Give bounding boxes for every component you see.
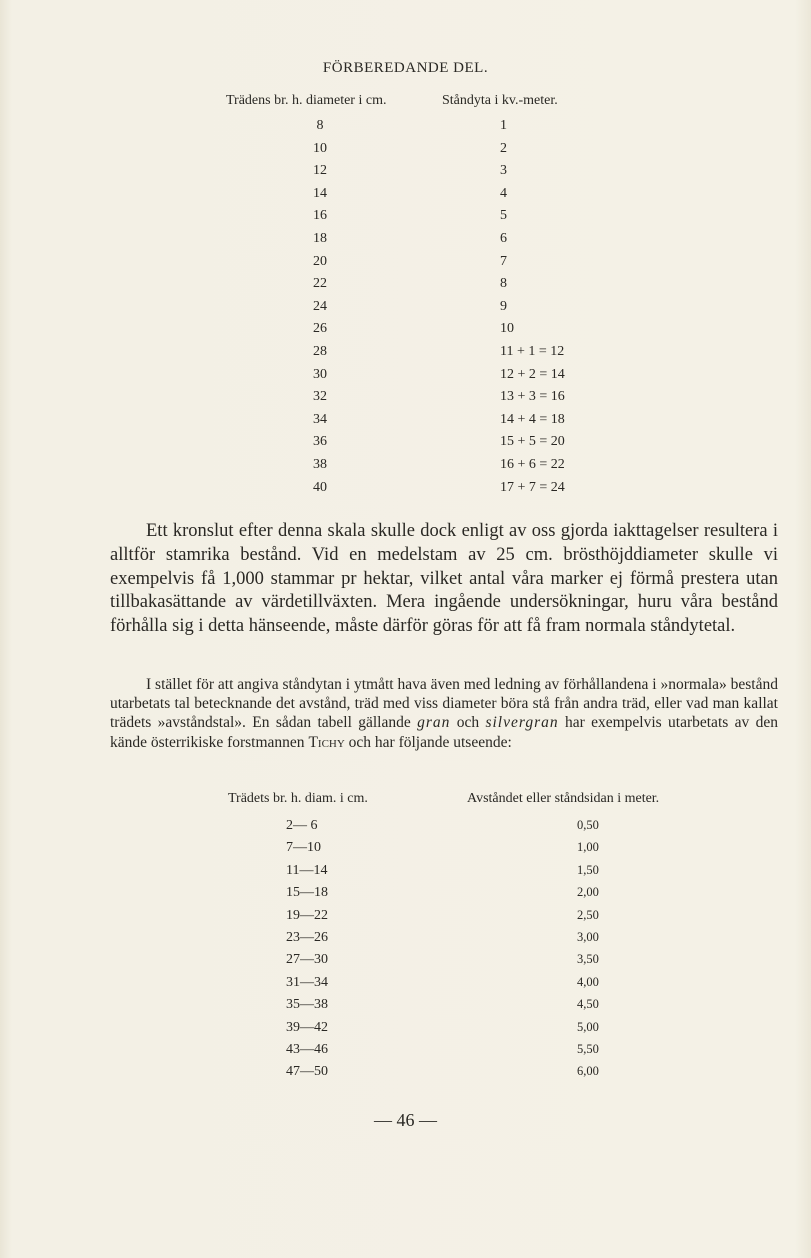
table2-cell-diameter: 35—38 [286,997,328,1013]
table2-row [0,952,811,974]
table2-row [0,863,811,885]
table2-row [0,930,811,952]
table2-col2-header: Avståndet eller ståndsidan i meter. [467,791,660,806]
paragraph-2 [110,675,778,752]
table1-cell-value: 7 [500,253,507,269]
table2-cell-value: 5,50 [577,1042,599,1056]
table1-cell-diameter: 28 [313,344,327,359]
paragraph-2-italic-gran: gran [417,714,451,732]
paragraph-2-text-a: I stället för att angiva ståndytan i ytmått hava även med ledning av förhållandena i »normala» bestånd utarbetats tal betecknande det avstånd, träd med viss diameter böra stå från andra träd, eller vad man kallat trädets »avståndstal». En sådan tabell gällande [110,676,778,732]
table2-cell-value: 3,00 [577,930,599,944]
table2-cell-diameter: 39—42 [286,1019,328,1035]
paragraph-2-italic-silvergran: silvergran [485,714,559,732]
table1-row [0,367,811,389]
table2-cell-value: 3,50 [577,952,599,967]
table1-row [0,412,811,434]
table1-cell-value: 10 [500,321,514,337]
table2-row [0,840,811,862]
table1-cell-diameter: 30 [313,366,327,382]
table1-cell-value: 3 [500,163,507,179]
table1-cell-value: 1 [500,118,507,133]
table1-cell-diameter: 12 [313,163,327,179]
page-number: — 46 — [374,1110,437,1130]
table2-row [0,1020,811,1042]
table2-cell-diameter: 27—30 [286,952,328,968]
table1-col2-header: Ståndyta i kv.-meter. [442,93,558,108]
paragraph-1: Ett kronslut efter denna skala skulle dock enligt av oss gjorda iakttagelser resultera i alltför stamrika bestånd. Vid en medelstam av 25 cm. brösthöjddiameter skulle vi exempelvis få 1,000 stammar pr hektar, vilket antal våra marker ej förmå prestera utan tillbakasättande av värdetillväxten. Mera ingående undersökningar, huru våra bestånd förhålla sig i detta hänseende, måste därför göras för att få fram normala ståndytetal. [110,521,778,637]
table1-cell-diameter: 8 [316,118,324,133]
table1-cell-value: 4 [500,185,507,201]
table1-cell-value: 15 + 5 = 20 [500,434,565,450]
table1-row [0,389,811,411]
paragraph-2-text-d: och har följande utseende: [344,733,512,751]
table2-cell-value: 1,50 [577,862,599,877]
table1-row [0,208,811,230]
table2-cell-diameter: 23—26 [286,930,328,945]
table1-cell-diameter: 18 [313,231,327,246]
table1-cell-value: 8 [500,276,507,292]
table1-cell-diameter: 32 [313,389,327,405]
table1-cell-value: 12 + 2 = 14 [500,366,565,382]
table2-row [0,1064,811,1086]
table1-row [0,141,811,163]
table1-row [0,186,811,208]
table2-row [0,885,811,907]
table2-col1-header: Trädets br. h. diam. i cm. [228,791,368,806]
table2-cell-value: 6,00 [577,1064,599,1079]
table1-col1-header: Trädens br. h. diameter i cm. [226,93,387,108]
table2-cell-diameter: 7—10 [286,840,321,856]
running-head: FÖRBEREDANDE DEL. [322,60,489,76]
table1-cell-diameter: 14 [313,185,327,201]
table2-row [0,997,811,1019]
table1-cell-diameter: 20 [313,253,327,269]
table2-cell-value: 2,00 [577,885,599,900]
table1-row [0,321,811,343]
table2-cell-diameter: 43—46 [286,1042,328,1057]
table1-row [0,254,811,276]
table2-row [0,818,811,840]
paragraph-2-author-name: Tichy [308,733,345,751]
table2-cell-diameter: 31—34 [286,974,328,990]
table1-cell-diameter: 26 [313,321,327,337]
table1-row [0,231,811,253]
table2-cell-value: 4,00 [577,974,599,989]
table2-cell-diameter: 47—50 [286,1064,328,1080]
table1-cell-value: 16 + 6 = 22 [500,457,565,472]
table1-cell-diameter: 24 [313,298,327,314]
table1-cell-diameter: 22 [313,276,327,292]
table1-cell-value: 2 [500,140,507,156]
paragraph-2-text-c: har exempelvis utarbetats av den kände österrikiske forstmannen [110,714,778,751]
table2-row [0,908,811,930]
table2-cell-value: 0,50 [577,818,599,832]
table2-cell-diameter: 15—18 [286,885,328,901]
table1-cell-value: 14 + 4 = 18 [500,411,565,427]
table2-cell-value: 2,50 [577,907,599,922]
table1-row [0,276,811,298]
table1-row [0,299,811,321]
table1-row [0,480,811,502]
table2-cell-value: 5,00 [577,1019,599,1034]
table2-row [0,975,811,997]
table1-row [0,163,811,185]
table2-cell-value: 1,00 [577,840,599,855]
table1-cell-diameter: 40 [313,479,327,495]
table2-cell-diameter: 19—22 [286,907,328,923]
table1-cell-diameter: 16 [313,208,327,224]
table1-cell-value: 11 + 1 = 12 [500,344,565,359]
table2-cell-value: 4,50 [577,997,599,1012]
table1-cell-value: 17 + 7 = 24 [500,479,565,495]
table2-cell-diameter: 11—14 [286,862,328,878]
table1-row [0,344,811,366]
table1-cell-value: 9 [500,298,507,314]
table1-cell-diameter: 36 [313,434,327,450]
table1-row [0,434,811,456]
table1-cell-value: 6 [500,231,507,246]
table2-row [0,1042,811,1064]
table1-cell-value: 5 [500,208,507,224]
table1-cell-diameter: 34 [313,411,327,427]
table1-cell-value: 13 + 3 = 16 [500,389,565,405]
table1-row [0,457,811,479]
table2-cell-diameter: 2— 6 [286,818,318,833]
table1-cell-diameter: 38 [313,457,327,472]
paragraph-2-text-b: och [450,714,486,732]
table1-cell-diameter: 10 [313,140,327,156]
table1-row [0,118,811,140]
